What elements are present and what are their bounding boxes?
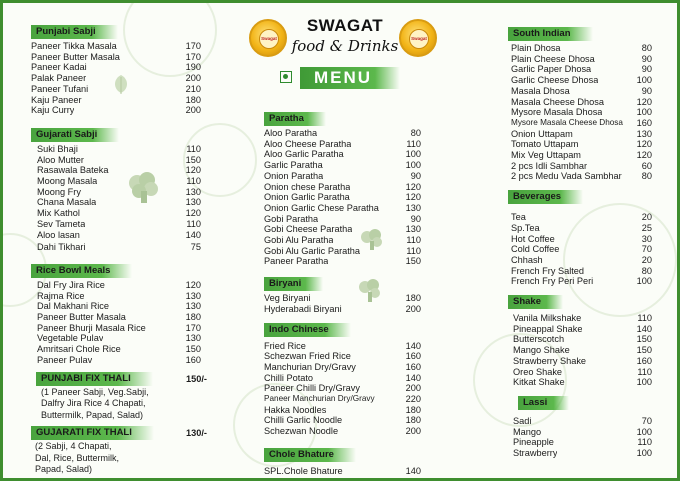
menu-item: French Fry Peri Peri 100 — [511, 276, 652, 287]
column-middle — [264, 108, 421, 477]
menu-item: Mix Veg Uttapam 120 — [511, 150, 652, 161]
menu-item: Hyderabadi Biryani 200 — [264, 303, 421, 314]
column-left — [31, 21, 207, 475]
thali-header — [31, 372, 207, 386]
thali-line: Dalfry Jira Rice 4 Chapati, — [41, 398, 146, 409]
thali-header — [31, 426, 207, 440]
menu-item: Cold Coffee 70 — [511, 244, 652, 255]
menu-item: Mix Kathol 120 — [37, 208, 201, 219]
section-header: PUNJABI FIX THALI — [36, 372, 153, 386]
menu-item: Hakka Noodles 180 — [264, 404, 421, 415]
section-items — [264, 341, 421, 437]
menu-item: Paneer Manchurian Dry/Gravy 220 — [264, 394, 421, 405]
menu-item: Oreo Shake 110 — [513, 366, 652, 377]
menu-item: Paneer Chilli Dry/Gravy 200 — [264, 383, 421, 394]
section-header: Indo Chinese — [264, 323, 351, 337]
menu-item: Sadi 70 — [513, 415, 652, 426]
brand-tagline: food & Drinks — [291, 37, 399, 55]
menu-item: Paneer Butter Masala 180 — [37, 312, 201, 323]
section-header: Beverages — [508, 190, 583, 204]
menu-item: Paneer Kadai 190 — [31, 62, 201, 73]
menu-item: Aloo Mutter 150 — [37, 154, 201, 165]
section-header: Lassi — [518, 396, 569, 410]
menu-item: Chilli Garlic Noodle 180 — [264, 415, 421, 426]
section-items — [508, 416, 652, 459]
menu-item: Paneer Paratha 150 — [264, 256, 421, 267]
menu-item: Schezwan Fried Rice 160 — [264, 351, 421, 362]
section-items — [264, 466, 421, 477]
menu-item: Onion chese Paratha 120 — [264, 181, 421, 192]
menu-item: Suki Bhaji 110 — [37, 143, 201, 154]
section-header: Punjabi Sabji — [31, 25, 118, 39]
menu-item: Amritsari Chole Rice 150 — [37, 344, 201, 355]
menu-item: Hot Coffee 30 — [511, 233, 652, 244]
menu-item: Plain Dhosa 80 — [511, 43, 652, 53]
menu-item: Kitkat Shake 100 — [513, 377, 652, 388]
menu-item: Gobi Paratha 90 — [264, 213, 421, 224]
menu-item: Palak Paneer 200 — [31, 73, 201, 84]
menu-item: Fried Rice 140 — [264, 340, 421, 351]
menu-item: Chhash 20 — [511, 254, 652, 265]
section-items — [508, 212, 652, 287]
menu-item: Rajma Rice 130 — [37, 290, 201, 301]
section-items — [31, 144, 201, 253]
menu-item: Vegetable Pulav 130 — [37, 333, 201, 344]
section-header: GUJARATI FIX THALI — [31, 426, 154, 440]
menu-item: Aloo Cheese Paratha 110 — [264, 138, 421, 149]
section-header: Gujarati Sabji — [31, 128, 119, 142]
menu-item: Aloo Garlic Paratha 100 — [264, 149, 421, 160]
menu-item: Onion Garlic Paratha 120 — [264, 192, 421, 203]
section-header: Biryani — [264, 277, 323, 291]
section-items — [31, 280, 201, 366]
thali-details — [31, 441, 201, 475]
menu-item: 2 pcs Medu Vada Sambhar 80 — [511, 171, 652, 182]
section-header: Shake — [508, 295, 563, 309]
menu-item: Aloo lasan 140 — [37, 229, 201, 240]
menu-item: Mango Shake 150 — [513, 345, 652, 356]
menu-item: Manchurian Dry/Gravy 160 — [264, 361, 421, 372]
menu-item: Onion Uttapam 130 — [511, 128, 652, 139]
menu-item: Paneer Pulav 160 — [37, 354, 201, 365]
section-header: Rice Bowl Meals — [31, 264, 132, 278]
menu-item: Paneer Tikka Masala 170 — [31, 41, 201, 51]
menu-item: Kaju Curry 200 — [31, 105, 201, 116]
section-header: Chole Bhature — [264, 448, 356, 462]
menu-item: Garlic Paper Dhosa 90 — [511, 64, 652, 75]
menu-item: Garlic Cheese Dhosa 100 — [511, 75, 652, 86]
menu-item: Moong Masala 110 — [37, 176, 201, 187]
menu-item: Paneer Bhurji Masala Rice 170 — [37, 322, 201, 333]
thali-line: Papad, Salad) — [35, 464, 93, 475]
menu-item: Kaju Paneer 180 — [31, 94, 201, 105]
menu-item: Paneer Butter Masala 170 — [31, 51, 201, 62]
menu-item: Strawberry 100 — [513, 448, 652, 459]
menu-item: Mango 100 — [513, 426, 652, 437]
veg-symbol-icon — [280, 71, 292, 83]
menu-item: Sp.Tea 25 — [511, 222, 652, 233]
menu-item: Dal Fry Jira Rice 120 — [37, 279, 201, 290]
menu-item: Dahi Tikhari 75 — [37, 242, 201, 253]
menu-item: Veg Biryani 180 — [264, 293, 421, 304]
menu-item: Aloo Paratha 80 — [264, 128, 421, 138]
menu-item: Garlic Paratha 100 — [264, 160, 421, 171]
thali-line: (1 Paneer Sabji, Veg.Sabji, — [41, 386, 149, 397]
section-items — [31, 41, 201, 116]
menu-item: Plain Cheese Dhosa 90 — [511, 53, 652, 64]
menu-item: Mysore Masala Cheese Dhosa 160 — [511, 117, 652, 128]
thali-line: Dal, Rice, Buttermilk, — [35, 452, 120, 463]
menu-item: Mysore Masala Dhosa 100 — [511, 107, 652, 118]
menu-item: Chana Masala 130 — [37, 197, 201, 208]
menu-item: Strawberry Shake 160 — [513, 355, 652, 366]
menu-item: Pineapple 110 — [513, 437, 652, 448]
menu-banner: MENU — [300, 67, 400, 89]
menu-item: Masala Dhosa 90 — [511, 85, 652, 96]
menu-item: Gobi Alu Garlic Paratha 110 — [264, 245, 421, 256]
menu-item: Gobi Alu Paratha 110 — [264, 235, 421, 246]
thali-line: Buttermilk, Papad, Salad) — [41, 409, 144, 420]
brand-name: SWAGAT — [306, 16, 384, 35]
menu-item: Sev Tameta 110 — [37, 218, 201, 229]
menu-item: SPL.Chole Bhature 140 — [264, 465, 421, 476]
brand-logo-text: Swagat — [409, 29, 429, 49]
section-items — [264, 293, 421, 314]
menu-item: Onion Garlic Chese Paratha 130 — [264, 202, 421, 213]
menu-item: Butterscotch 150 — [513, 334, 652, 345]
section-items — [264, 128, 421, 267]
thali-price: 130/- — [186, 428, 207, 439]
menu-item: Tomato Uttapam 120 — [511, 139, 652, 150]
menu-item: Chilli Potato 140 — [264, 372, 421, 383]
menu-item: Onion Paratha 90 — [264, 170, 421, 181]
menu-item: Paneer Tufani 210 — [31, 83, 201, 94]
menu-item: Gobi Cheese Paratha 130 — [264, 224, 421, 235]
thali-details — [31, 387, 201, 421]
menu-item: Tea 20 — [511, 212, 652, 223]
section-items — [508, 43, 652, 182]
thali-line: (2 Sabji, 4 Chapati, — [35, 441, 112, 452]
menu-item: Vanila Milkshake 110 — [513, 313, 652, 324]
menu-item: Dal Makhani Rice 130 — [37, 301, 201, 312]
menu-item: Pineappal Shake 140 — [513, 323, 652, 334]
menu-item: 2 pcs Idli Sambhar 60 — [511, 160, 652, 171]
section-header: Paratha — [264, 112, 326, 126]
menu-item: Moong Fry 130 — [37, 186, 201, 197]
menu-item: Masala Cheese Dhosa 120 — [511, 96, 652, 107]
brand-block — [275, 16, 415, 55]
thali-price: 150/- — [186, 373, 207, 384]
menu-item: French Fry Salted 80 — [511, 265, 652, 276]
menu-item: Rasawala Bateka 120 — [37, 165, 201, 176]
brand-logo-text: Swagat — [259, 29, 279, 49]
section-items — [508, 313, 652, 388]
menu-item: Schezwan Noodle 200 — [264, 426, 421, 437]
section-header: South Indian — [508, 27, 593, 41]
column-right — [508, 23, 652, 459]
